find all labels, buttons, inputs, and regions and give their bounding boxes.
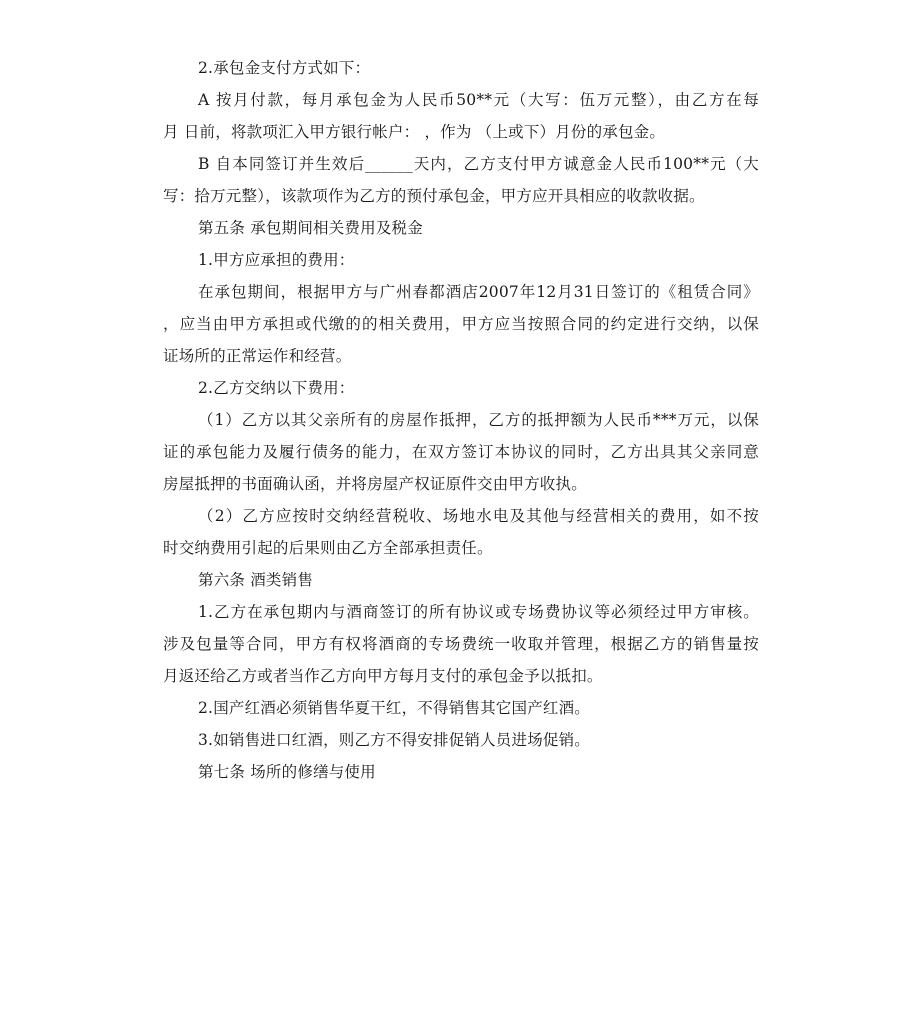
paragraph-line: 写：拾万元整），该款项作为乙方的预付承包金，甲方应开具相应的收款收据。 <box>163 187 705 205</box>
paragraph-line: ，应当由甲方承担或代缴的的相关费用，甲方应当按照合同的约定进行交纳，以保 <box>163 315 759 333</box>
clause-heading: 1.甲方应承担的费用： <box>198 251 355 269</box>
article-5-heading: 第五条 承包期间相关费用及税金 <box>198 219 423 237</box>
paragraph-line: 时交纳费用引起的后果则由乙方全部承担责任。 <box>163 539 493 557</box>
article-6-heading: 第六条 酒类销售 <box>198 571 314 589</box>
clause-heading: 2.乙方交纳以下费用： <box>198 379 355 397</box>
paragraph-line: B 自本同签订并生效后______天内，乙方支付甲方诚意金人民币100**元（大 <box>198 155 759 173</box>
paragraph-line: 1.乙方在承包期内与酒商签订的所有协议或专场费协议等必须经过甲方审核。 <box>198 603 759 621</box>
paragraph-line: 3.如销售进口红酒，则乙方不得安排促销人员进场促销。 <box>198 731 590 749</box>
paragraph-line: 在承包期间，根据甲方与广州春都酒店2007年12月31日签订的《租赁合同》 <box>198 283 759 301</box>
paragraph-line: 2.国产红酒必须销售华夏干红，不得销售其它国产红酒。 <box>198 699 590 717</box>
paragraph-line: 证的承包能力及履行债务的能力，在双方签订本协议的同时，乙方出具其父亲同意 <box>163 443 759 461</box>
document-page <box>163 52 759 788</box>
article-7-heading: 第七条 场所的修缮与使用 <box>198 763 376 781</box>
paragraph-line: （2）乙方应按时交纳经营税收、场地水电及其他与经营相关的费用，如不按 <box>198 507 759 525</box>
paragraph-line: 月返还给乙方或者当作乙方向甲方每月支付的承包金予以抵扣。 <box>163 667 603 685</box>
paragraph-line: A 按月付款，每月承包金为人民币50**元（大写：伍万元整），由乙方在每 <box>198 91 759 109</box>
paragraph-line: 涉及包量等合同，甲方有权将酒商的专场费统一收取并管理，根据乙方的销售量按 <box>163 635 759 653</box>
clause-2-heading: 2.承包金支付方式如下： <box>198 59 371 77</box>
paragraph-line: 证场所的正常运作和经营。 <box>163 347 352 365</box>
paragraph-line: （1）乙方以其父亲所有的房屋作抵押，乙方的抵押额为人民币***万元，以保 <box>198 411 759 429</box>
paragraph-line: 房屋抵押的书面确认函，并将房屋产权证原件交由甲方收执。 <box>163 475 587 493</box>
paragraph-line: 月 日前，将款项汇入甲方银行帐户： ，作为 （上或下）月份的承包金。 <box>163 123 666 141</box>
